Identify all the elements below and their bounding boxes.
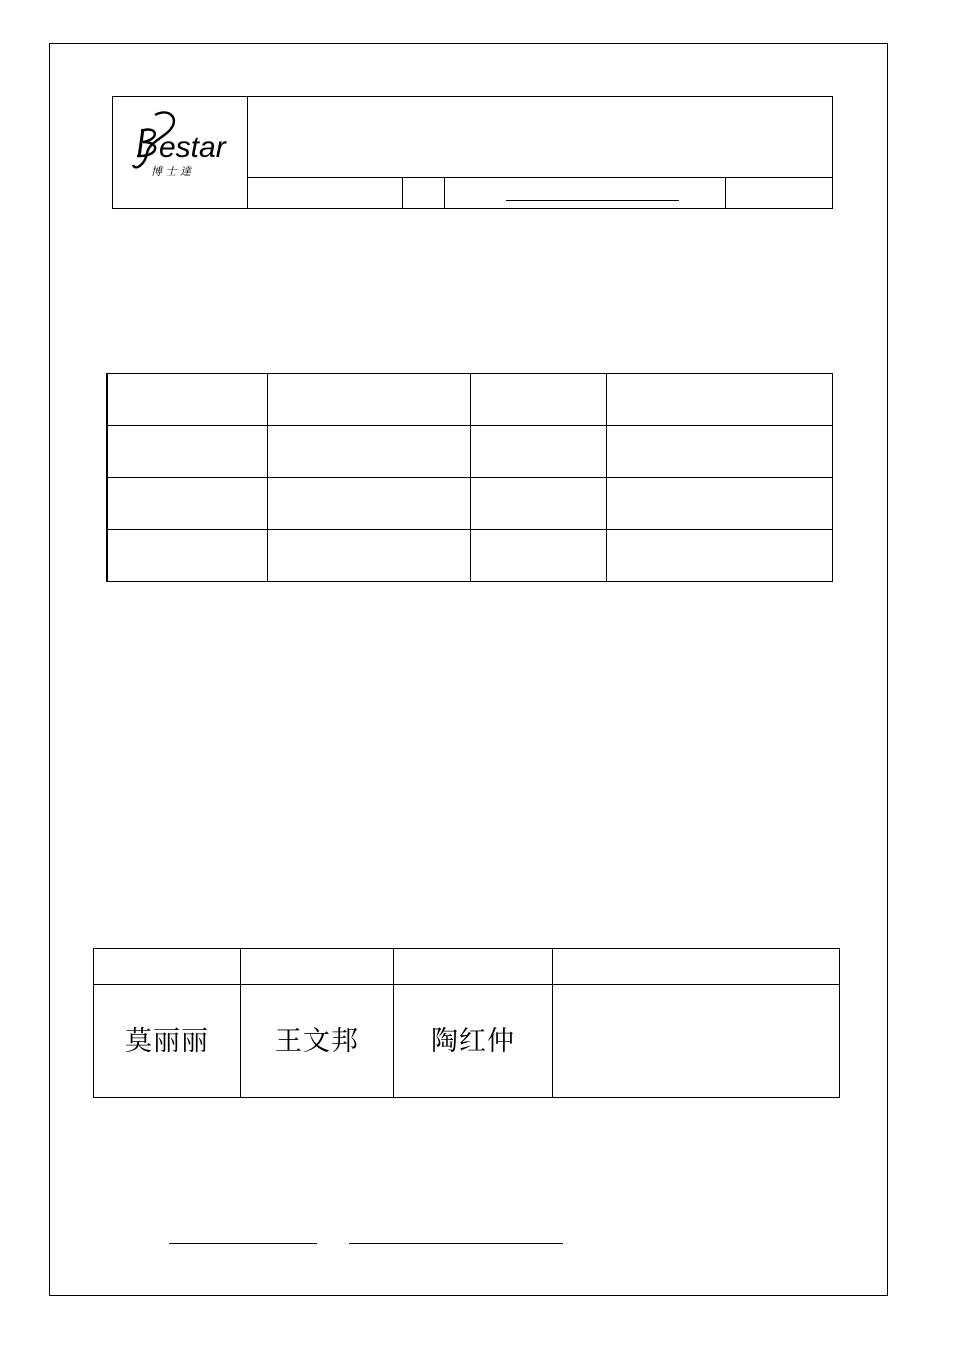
document-header	[112, 96, 833, 209]
table-cell	[94, 949, 241, 985]
header-field-4	[726, 178, 832, 208]
signature-table	[93, 948, 840, 1098]
table-cell	[606, 426, 833, 478]
table-cell	[470, 426, 606, 478]
logo-cell	[113, 97, 248, 208]
header-field-2	[403, 178, 445, 208]
table-cell	[267, 374, 470, 426]
table-cell	[470, 478, 606, 530]
logo-wordmark: estar	[159, 131, 226, 164]
table-row	[107, 374, 833, 426]
info-table	[106, 373, 833, 582]
header-title-cell	[248, 97, 832, 178]
table-cell	[606, 478, 833, 530]
table-row	[94, 949, 840, 985]
table-row	[94, 985, 840, 1098]
header-underline	[506, 200, 679, 201]
table-cell	[267, 426, 470, 478]
table-cell	[553, 985, 840, 1098]
table-cell	[470, 530, 606, 582]
signature-1: 莫丽丽	[125, 1026, 209, 1057]
table-cell	[606, 374, 833, 426]
table-row	[107, 426, 833, 478]
table-cell	[394, 949, 553, 985]
signature-2: 王文邦	[275, 1026, 359, 1057]
table-cell	[94, 985, 241, 1098]
table-cell	[241, 949, 394, 985]
table-cell	[241, 985, 394, 1098]
table-cell	[470, 374, 606, 426]
table-cell	[107, 374, 267, 426]
footer-line-1	[169, 1243, 317, 1244]
table-cell	[107, 426, 267, 478]
header-field-3	[445, 178, 726, 208]
logo-chinese: 博 士 達	[151, 165, 191, 178]
footer-line-2	[349, 1243, 563, 1244]
table-cell	[394, 985, 553, 1098]
page-border	[49, 43, 888, 1296]
header-field-1	[248, 178, 403, 208]
table-row	[107, 478, 833, 530]
table-cell	[267, 530, 470, 582]
signature-3: 陶红仲	[431, 1026, 515, 1057]
table-row	[107, 530, 833, 582]
table-cell	[553, 949, 840, 985]
table-cell	[107, 478, 267, 530]
table-cell	[107, 530, 267, 582]
bestar-logo	[129, 109, 233, 179]
table-cell	[267, 478, 470, 530]
table-cell	[606, 530, 833, 582]
